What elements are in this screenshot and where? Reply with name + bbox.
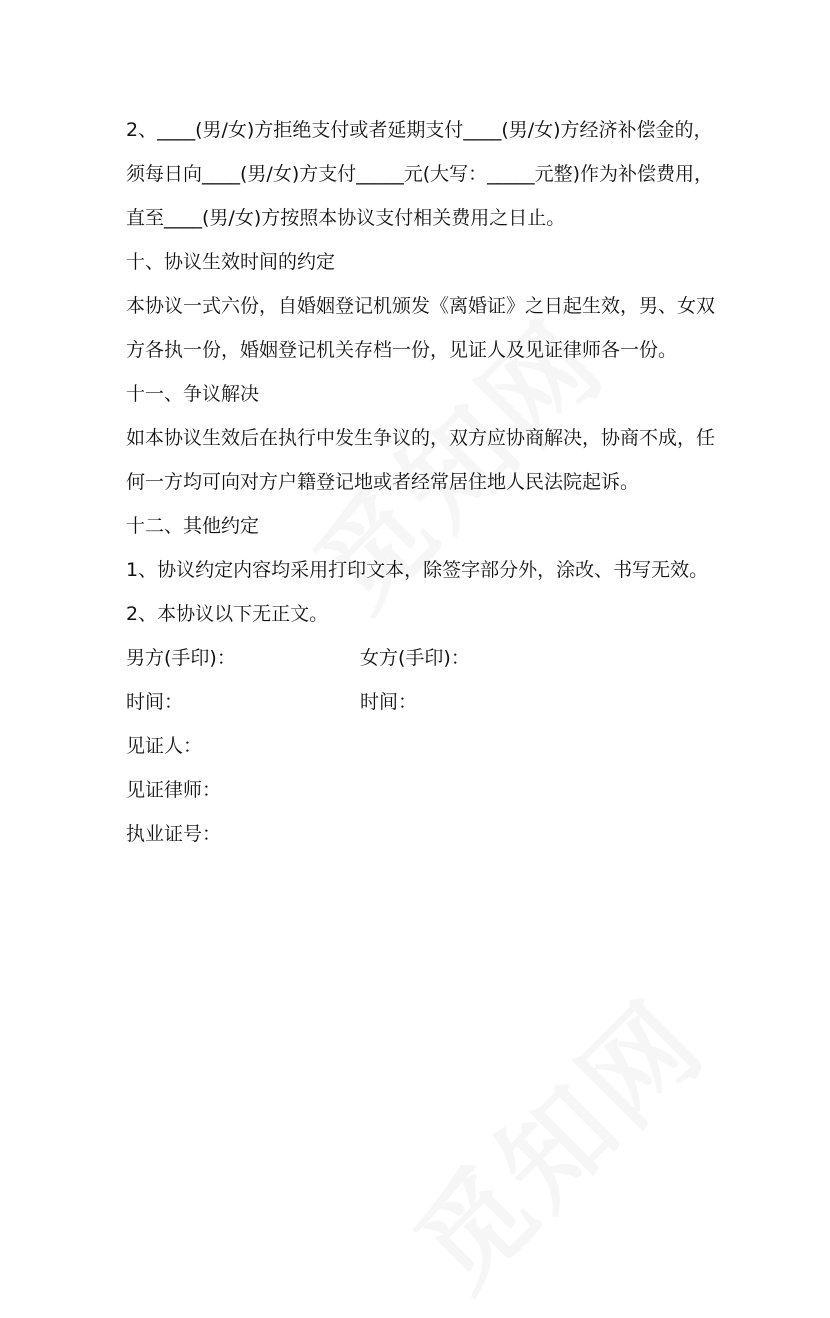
signature-row-time	[126, 680, 716, 724]
witness-lawyer-label: 见证律师：	[126, 779, 222, 801]
section-heading-dispute-resolution: 十一、争议解决	[126, 383, 260, 405]
witness-label: 见证人：	[126, 735, 203, 757]
signature-row-license	[126, 812, 716, 856]
female-party-signature-label: 女方(手印)：	[360, 647, 470, 669]
paragraph-effective-time: 本协议一式六份，自婚姻登记机颁发《离婚证》之日起生效，男、女双方各执一份，婚姻登记机关存档一份，见证人及见证律师各一份。	[126, 295, 716, 361]
female-time-label: 时间：	[360, 691, 418, 713]
paragraph-dispute-resolution: 如本协议生效后在执行中发生争议的，双方应协商解决，协商不成，任何一方均可向对方户籍登记地或者经常居住地人民法院起诉。	[126, 427, 716, 493]
signature-row-witness-lawyer	[126, 768, 716, 812]
section-heading-effective-time: 十、协议生效时间的约定	[126, 251, 336, 273]
signature-row-witness	[126, 724, 716, 768]
license-number-label: 执业证号：	[126, 823, 222, 845]
paragraph-compensation-delay: 2、____(男/女)方拒绝支付或者延期支付____(男/女)方经济补偿金的，须每日向____(男/女)方支付_____元(大写：_____元整)作为补偿费用，直至____(男/女)方按照本协议支付相关费用之日止。	[126, 119, 714, 229]
document-body	[126, 108, 716, 856]
section-heading-other-terms: 十二、其他约定	[126, 515, 260, 537]
male-time-label: 时间：	[126, 691, 184, 713]
other-terms-item-2: 2、本协议以下无正文。	[126, 603, 329, 625]
male-party-signature-label: 男方(手印)：	[126, 647, 236, 669]
other-terms-item-1: 1、协议约定内容均采用打印文本，除签字部分外，涂改、书写无效。	[126, 559, 709, 581]
watermark	[375, 960, 733, 1318]
signature-row-parties	[126, 636, 716, 680]
